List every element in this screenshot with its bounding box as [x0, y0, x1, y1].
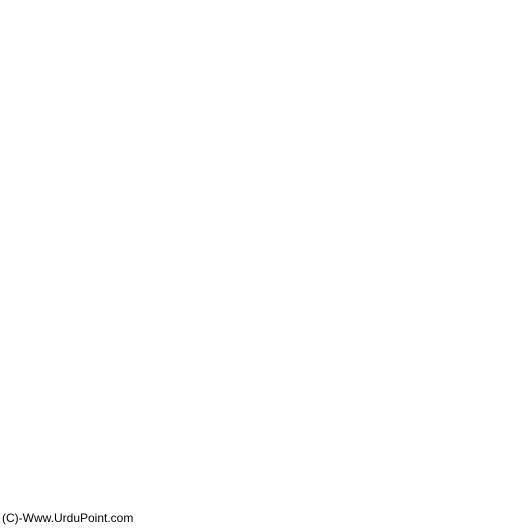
article-line [6, 233, 515, 256]
article-line [6, 2, 515, 25]
article-line [6, 210, 515, 233]
article-line [6, 325, 515, 348]
article-line [6, 256, 515, 279]
article-line [6, 94, 515, 117]
article-line [6, 464, 515, 487]
article-line [6, 117, 515, 140]
article-line [6, 395, 515, 418]
article-line [6, 141, 515, 164]
article-line [6, 372, 515, 395]
article-line [6, 279, 515, 302]
article-line [6, 418, 515, 441]
article-line [6, 187, 515, 210]
source-url: (C)-Www.UrduPoint.com [2, 511, 134, 525]
article-line [6, 48, 515, 71]
article-line [6, 71, 515, 94]
article-line [6, 164, 515, 187]
article-line [6, 348, 515, 371]
article-line [6, 25, 515, 48]
article-body [6, 2, 515, 487]
article-line [6, 302, 515, 325]
article-line [6, 441, 515, 464]
